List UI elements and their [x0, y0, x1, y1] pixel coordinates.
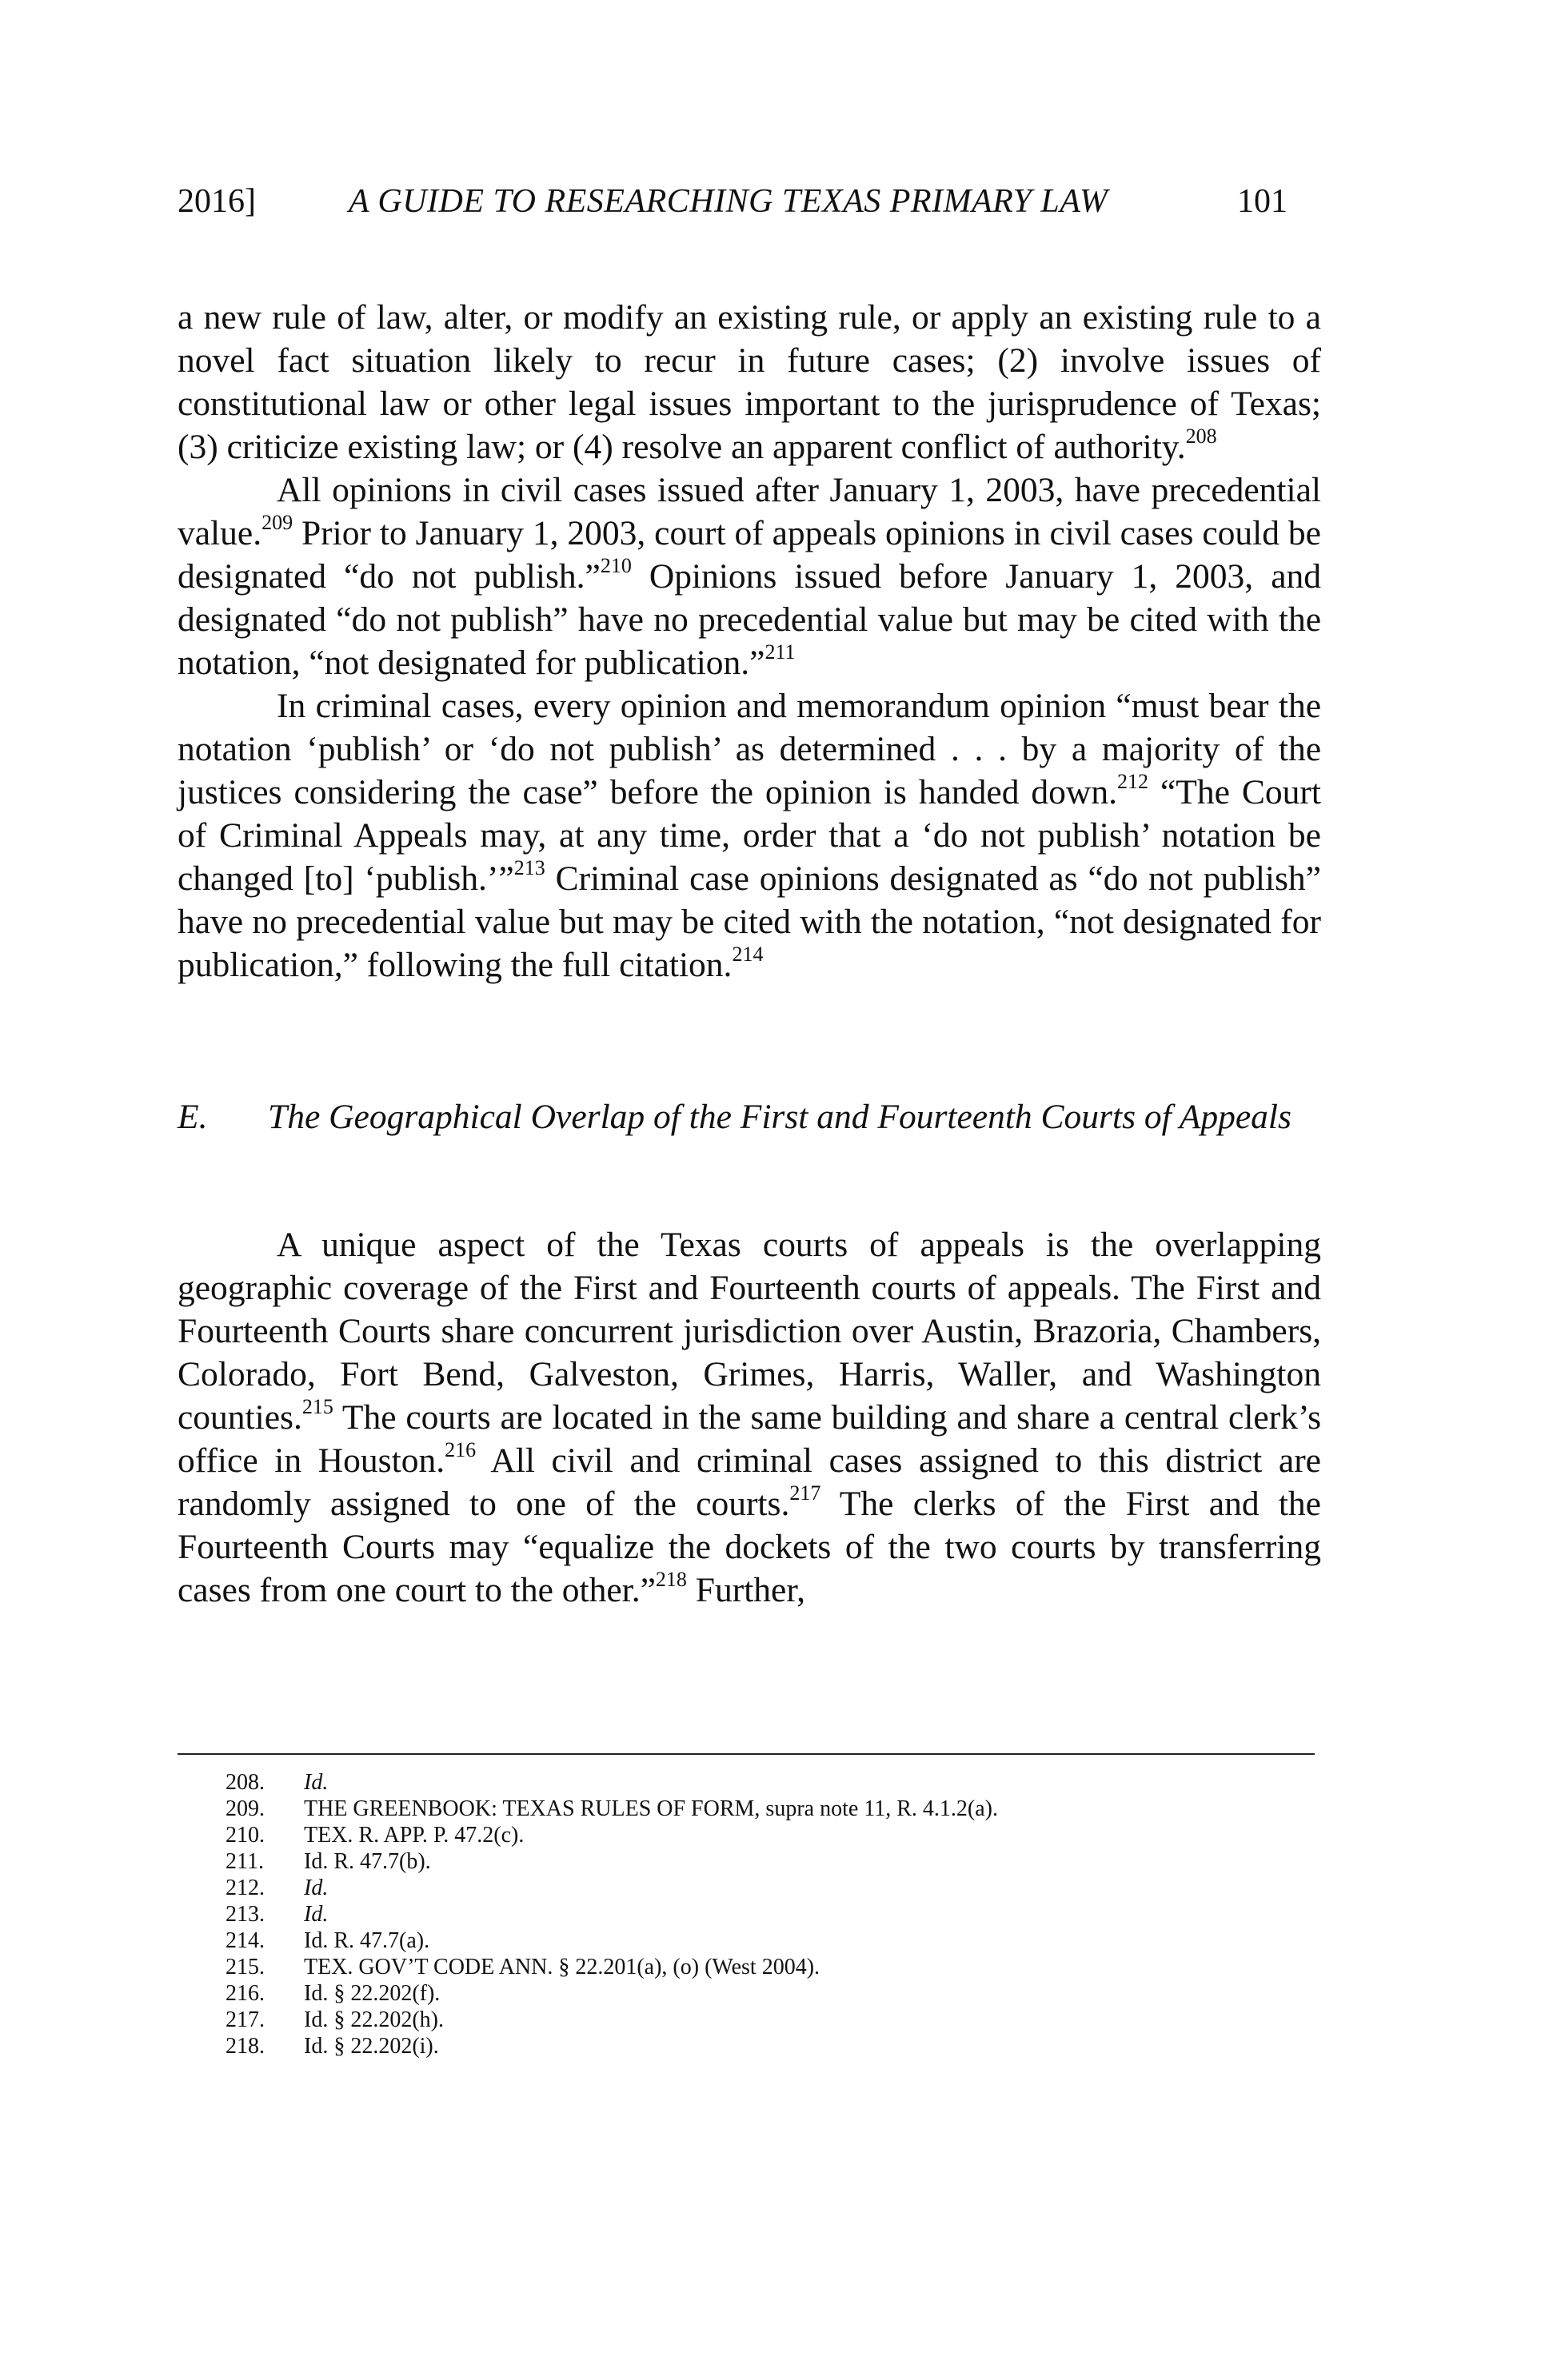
section-title: The Geographical Overlap of the First and Fourteenth Courts of Appeals [268, 1098, 1292, 1136]
footnote-ref[interactable]: 208 [1185, 424, 1217, 448]
footnote-divider [178, 1753, 1315, 1755]
body-text-top [178, 296, 1321, 987]
page-number: 101 [1237, 183, 1288, 220]
footnote: 209. THE GREENBOOK: TEXAS RULES OF FORM, supra note 11, R. 4.1.2(a). [226, 1796, 998, 1821]
footnote-ref[interactable]: 217 [789, 1481, 821, 1505]
body-text-bottom [178, 1223, 1321, 1612]
footnotes [226, 1769, 1265, 2059]
footnote: 212. Id. [226, 1876, 329, 1900]
section-letter: E. [178, 1098, 208, 1136]
footnote-ref[interactable]: 211 [765, 640, 796, 664]
footnote: 218. Id. § 22.202(i). [226, 2034, 439, 2059]
footnote-ref[interactable]: 214 [732, 942, 764, 966]
paragraph-criminal-cases: In criminal cases, every opinion and memorandum opinion “must bear the notation ‘publish’ or ‘do not publish’ as determined . . . by a majority of the justices considering the case” before the opinion is handed down.$^{212}$ “The Court of Criminal Appeals may, at any time, order that a ‘do not publish’ notation be changed [to] ‘publish.’”$^{213}$ Criminal case opinions designated as “do not publish” have no precedential value but may be cited with the notation, “not designated for publication,” following the full citation.$^{214}$ [178, 687, 1321, 984]
paragraph-continued: a new rule of law, alter, or modify an existing rule, or apply an existing rule to a novel fact situation likely to recur in future cases; (2) involve issues of constitutional law or other legal issues important to the jurisprudence of Texas; (3) criticize existing law; or (4) resolve an apparent conflict of authority.$^{208}$ [178, 298, 1321, 466]
footnote: 215. TEX. GOV’T CODE ANN. § 22.201(a), (o) (West 2004). [226, 1955, 820, 1979]
footnote-ref[interactable]: 215 [301, 1394, 333, 1418]
footnote: 211. Id. R. 47.7(b). [226, 1849, 431, 1874]
header-year: 2016] [178, 183, 256, 220]
footnote-ref[interactable]: 218 [655, 1567, 687, 1591]
footnote-ref[interactable]: 210 [600, 553, 632, 577]
footnote-ref[interactable]: 212 [1116, 769, 1148, 793]
paragraph-overlap: A unique aspect of the Texas courts of appeals is the overlapping geographic coverage of the First and Fourteenth courts of appeals. The First and Fourteenth Courts share concurrent jurisdiction over Austin, Brazoria, Chambers, Colorado, Fort Bend, Galveston, Grimes, Harris, Waller, and Washington counties.$^{215}$ The courts are located in the same building and share a central clerk’s office in Houston.$^{216}$ All civil and criminal cases assigned to this district are randomly assigned to one of the courts.$^{217}$ The clerks of the First and the Fourteenth Courts may “equalize the dockets of the two courts by transferring cases from one court to the other.”$^{218}$ Further, [178, 1226, 1321, 1609]
footnote: 214. Id. R. 47.7(a). [226, 1928, 430, 1953]
footnote: 208. Id. [226, 1770, 329, 1795]
footnote-ref[interactable]: 216 [445, 1437, 477, 1461]
footnote: 210. TEX. R. APP. P. 47.2(c). [226, 1823, 525, 1848]
footnote-ref[interactable]: 209 [261, 510, 293, 534]
running-header [178, 182, 1313, 230]
footnote: 217. Id. § 22.202(h). [226, 2007, 444, 2032]
footnote: 216. Id. § 22.202(f). [226, 1981, 441, 2006]
header-title: A GUIDE TO RESEARCHING TEXAS PRIMARY LAW [349, 183, 1108, 220]
footnote: 213. Id. [226, 1902, 329, 1927]
paragraph-civil-opinions: All opinions in civil cases issued after January 1, 2003, have precedential value.$^{209}$ Prior to January 1, 2003, court of appeals opinions in civil cases could be designated “do not publish.”$^{210}$ Opinions issued before January 1, 2003, and designated “do not publish” have no precedential value but may be cited with the notation, “not designated for publication.”$^{211}$ [178, 471, 1322, 682]
footnote-ref[interactable]: 213 [513, 855, 545, 879]
